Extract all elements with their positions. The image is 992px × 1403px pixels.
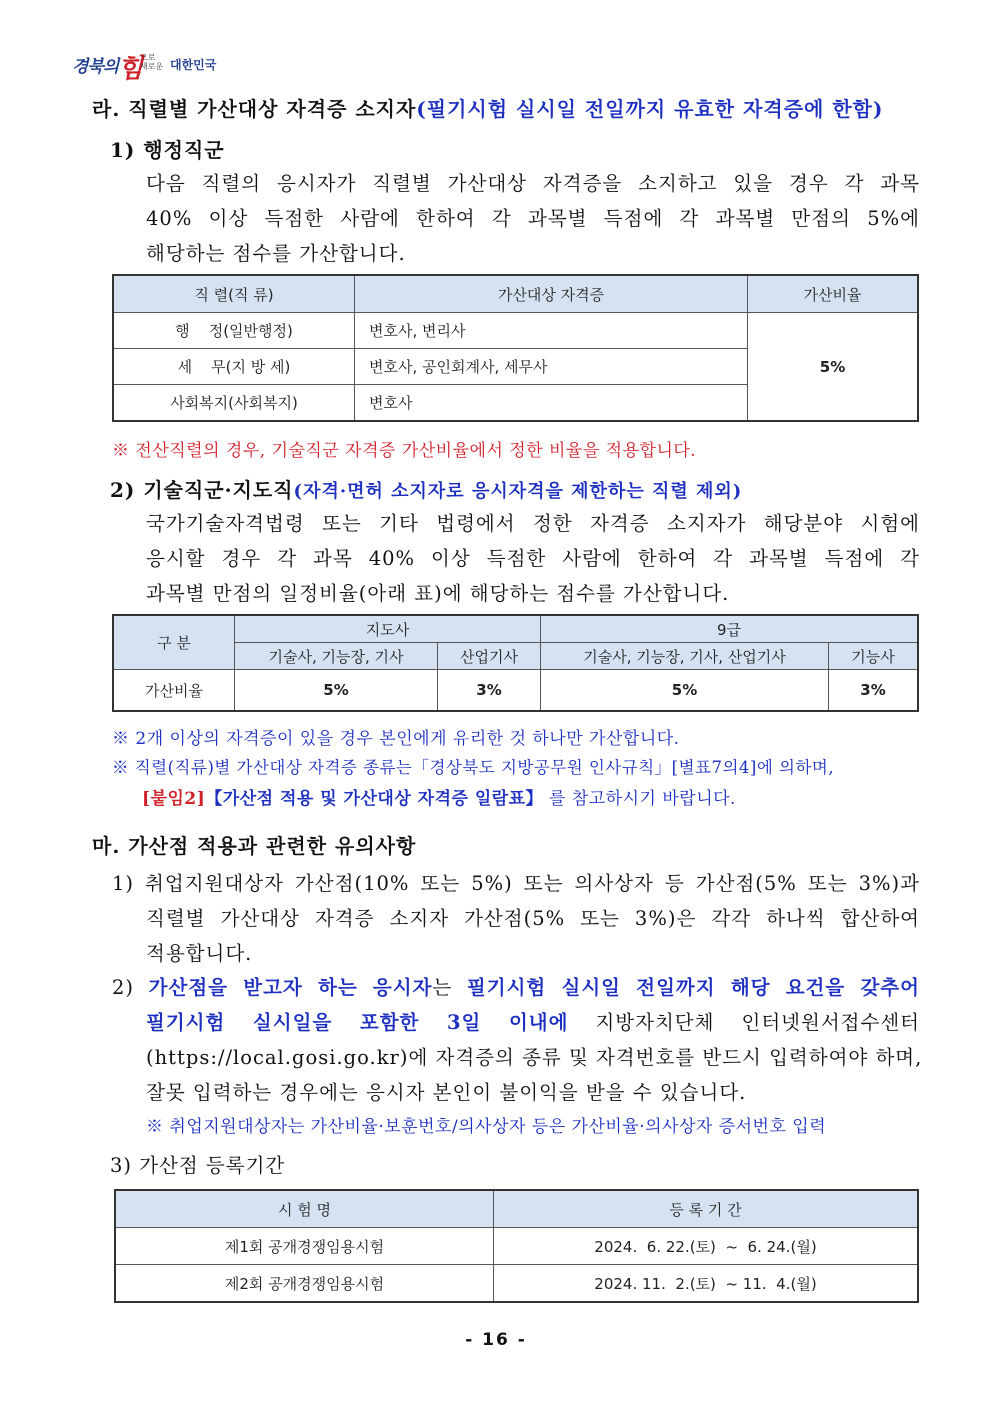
logo-script: 경북의 (72, 57, 119, 77)
attachment-rest: 를 참고하시기 바랍니다. (543, 789, 736, 809)
table-registration (114, 1189, 919, 1303)
ma2-emph: 가산점을 받고자 하는 응시자 (148, 976, 433, 999)
table-admin-header: 가산대상 자격증 (355, 275, 748, 313)
table-cell: 2024. 11. 2.(토) ~ 11. 4.(월) (494, 1265, 919, 1303)
table-cell: 가산비율 (113, 670, 235, 712)
table-cell: 제2회 공개경쟁임용시험 (115, 1265, 494, 1303)
section-ra-label: 라. 직렬별 가산대상 자격증 소지자 (92, 97, 417, 121)
table-tech-group: 지도사 (235, 615, 541, 643)
sub1-title: 1) 행정직군 (110, 138, 225, 162)
ma2-line: 잘못 입력하는 경우에는 응시자 본인이 불이익을 받을 수 있습니다. (146, 1081, 747, 1104)
table-tech (112, 614, 919, 712)
ma2-line: (https://local.gosi.go.kr)에 자격증의 종류 및 자격번호를 반드시 입력하여야 하며, (146, 1046, 923, 1069)
table-tech-subhead: 기술사, 기능장, 기사, 산업기사 (541, 643, 829, 670)
page-number: - 16 - (465, 1330, 527, 1350)
ma2-emph: 필기시험 실시일을 포함한 3일 이내에 (146, 1011, 569, 1034)
logo-mark: 힘 (118, 54, 144, 84)
table-cell: 3% (438, 670, 541, 712)
sub2-line: 국가기술자격법령 또는 기타 법령에서 정한 자격증 소지자가 해당분야 시험에 (146, 512, 920, 535)
table-cell: 5% (541, 670, 829, 712)
section-ra-heading (92, 93, 883, 122)
note-blue: ※ 직렬(직류)별 가산대상 자격증 종류는「경상북도 지방공무원 인사규칙」[별표7의4]에 의하며, (112, 758, 835, 777)
sub2-note: (자격·면허 소지자로 응시자격을 제한하는 직렬 제외) (293, 481, 743, 502)
ma2-paragraph (112, 970, 923, 1110)
ma3-title: 3) 가산점 등록기간 (110, 1154, 286, 1177)
section-ra-note: (필기시험 실시일 전일까지 유효한 자격증에 한함) (416, 97, 884, 121)
table-tech-subhead: 기술사, 기능장, 기사 (235, 643, 438, 670)
logo (72, 50, 232, 82)
table-cell: 2024. 6. 22.(토) ~ 6. 24.(월) (494, 1228, 919, 1265)
note-red: ※ 전산직렬의 경우, 기술직군 자격증 가산비율에서 정한 비율을 적용합니다. (112, 441, 697, 461)
table-row (115, 1265, 918, 1303)
table-row (113, 313, 918, 349)
ma1-line: 1) 취업지원대상자 가산점(10% 또는 5%) 또는 의사상자 등 가산점(5% 또는 3%)과 (112, 872, 920, 895)
sub1-paragraph (146, 166, 920, 271)
table-cell: 변호사 (355, 385, 748, 422)
ma2-note: ※ 취업지원대상자는 가산비율·보훈번호/의사상자 등은 가산비율·의사상자 증서번호 입력 (146, 1117, 827, 1137)
table-cell: 사회복지(사회복지) (113, 385, 355, 422)
sub2-line: 과목별 만점의 일정비율(아래 표)에 해당하는 점수를 가산합니다. (146, 582, 730, 605)
table-admin-header: 가산비율 (748, 275, 919, 313)
table-tech-subhead: 기능사 (829, 643, 919, 670)
sub2-paragraph (146, 506, 920, 611)
table-cell: 변호사, 공인회계사, 세무사 (355, 349, 748, 385)
logo-small: 으로 새로운 (140, 53, 164, 71)
ma1-line: 직렬별 가산대상 자격증 소지자 가산점(5% 또는 3%)은 각각 하나씩 합산하여 (146, 907, 920, 930)
table-admin (112, 274, 919, 422)
section-ma-heading: 마. 가산점 적용과 관련한 유의사항 (92, 834, 417, 858)
table-registration-header: 시 험 명 (115, 1190, 494, 1228)
note-blue-attachment (142, 784, 736, 809)
table-cell: 변호사, 변리사 (355, 313, 748, 349)
table-tech-corner: 구 분 (113, 615, 235, 670)
table-admin-header: 직 렬(직 류) (113, 275, 355, 313)
table-cell: 5% (235, 670, 438, 712)
sub1-line: 해당하는 점수를 가산합니다. (146, 242, 406, 265)
sub1-line: 다음 직렬의 응시자가 직렬별 가산대상 자격증을 소지하고 있을 경우 각 과목 (146, 172, 920, 195)
table-registration-header: 등 록 기 간 (494, 1190, 919, 1228)
table-cell: 제1회 공개경쟁임용시험 (115, 1228, 494, 1265)
table-tech-subhead: 산업기사 (438, 643, 541, 670)
rate-cell: 5% (748, 313, 919, 422)
ma1-line: 적용합니다. (146, 942, 253, 965)
attachment-ref: [붙임2] (142, 789, 206, 809)
table-tech-group: 9급 (541, 615, 919, 643)
ma2-emph: 필기시험 실시일 전일까지 해당 요건을 갖추어 (466, 976, 920, 999)
ma2-line: 필기시험 실시일을 포함한 3일 이내에 지방자치단체 인터넷원서접수센터 (146, 1011, 921, 1034)
table-row (115, 1228, 918, 1265)
attachment-title: 【가산점 적용 및 가산대상 자격증 일람표】 (205, 789, 544, 809)
table-cell: 3% (829, 670, 919, 712)
ma1-paragraph (112, 866, 920, 971)
sub1-line: 40% 이상 득점한 사람에 한하여 각 과목별 득점에 각 과목별 만점의 5%에 (146, 207, 920, 230)
table-cell: 세 무(지 방 세) (113, 349, 355, 385)
sub2-title: 2) 기술직군·지도직 (110, 478, 294, 502)
logo-big: 대한민국 (170, 58, 217, 72)
table-row (113, 670, 918, 712)
note-blue: ※ 2개 이상의 자격증이 있을 경우 본인에게 유리한 것 하나만 가산합니다. (112, 729, 680, 749)
table-cell: 행 정(일반행정) (113, 313, 355, 349)
ma2-line: 2) 가산점을 받고자 하는 응시자는 필기시험 실시일 전일까지 해당 요건을 갖추어 (112, 976, 920, 999)
sub2-heading (110, 474, 742, 503)
sub2-line: 응시할 경우 각 과목 40% 이상 득점한 사람에 한하여 각 과목별 득점에 각 (146, 547, 920, 570)
